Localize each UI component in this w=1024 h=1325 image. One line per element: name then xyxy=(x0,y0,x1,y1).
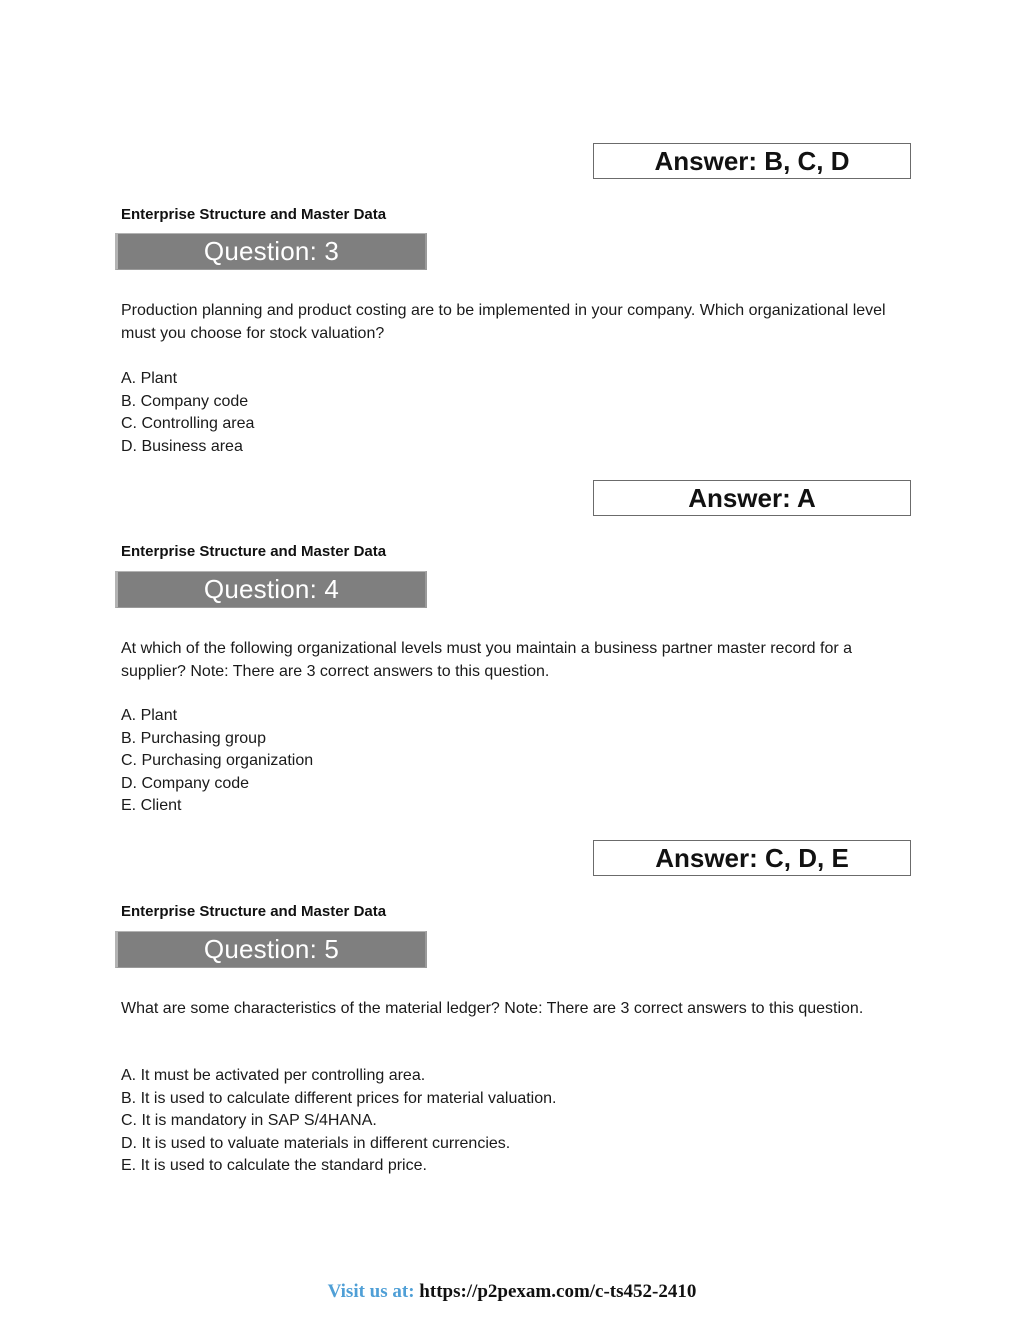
question-label-q4: Question: 4 xyxy=(115,571,427,608)
option-q3-d: D. Business area xyxy=(121,437,243,455)
option-q3-a: A. Plant xyxy=(121,370,178,387)
section-title-q5: Enterprise Structure and Master Data xyxy=(121,903,387,920)
option-q5-b: B. It is used to calculate different prices for material valuation. xyxy=(121,1089,557,1107)
option-q5-d: D. It is used to valuate materials in different currencies. xyxy=(121,1134,511,1152)
question-text-q3: Production planning and product costing are to be implemented in your company. Which organizational level must you choose for stock valuation? xyxy=(121,302,886,342)
question-label-q5: Question: 5 xyxy=(115,931,427,968)
question-text-q5: What are some characteristics of the material ledger? Note: There are 3 correct answers to this question. xyxy=(121,1000,864,1017)
section-title-q4: Enterprise Structure and Master Data xyxy=(121,543,387,560)
section-title-q3: Enterprise Structure and Master Data xyxy=(121,206,387,223)
option-q3-c: C. Controlling area xyxy=(121,415,255,432)
question-text-q4: At which of the following organizational levels must you maintain a business partner master record for a supplier? Note: There are 3 correct answers to this question. xyxy=(121,640,853,680)
option-q4-b: B. Purchasing group xyxy=(121,729,266,747)
option-q4-d: D. Company code xyxy=(121,774,250,792)
option-q4-e: E. Client xyxy=(121,797,182,814)
options-list-q3 xyxy=(121,368,254,458)
option-q5-e: E. It is used to calculate the standard price. xyxy=(121,1157,427,1174)
options-list-q4 xyxy=(121,705,313,818)
option-q4-a: A. Plant xyxy=(121,707,178,724)
option-q5-c: C. It is mandatory in SAP S/4HANA. xyxy=(121,1112,377,1129)
option-q5-a: A. It must be activated per controlling area. xyxy=(121,1067,426,1084)
footer-url-link[interactable]: https://p2pexam.com/c-ts452-2410 xyxy=(419,1281,697,1302)
options-list-q5 xyxy=(121,1065,556,1178)
answer-box-previous: Answer: B, C, D xyxy=(593,143,911,179)
answer-box-q4: Answer: C, D, E xyxy=(593,840,911,876)
footer-visit-label: Visit us at: xyxy=(327,1281,415,1302)
page-footer xyxy=(0,1281,1024,1303)
question-label-q3: Question: 3 xyxy=(115,233,427,270)
option-q3-b: B. Company code xyxy=(121,392,249,410)
option-q4-c: C. Purchasing organization xyxy=(121,752,314,769)
answer-box-q3: Answer: A xyxy=(593,480,911,516)
